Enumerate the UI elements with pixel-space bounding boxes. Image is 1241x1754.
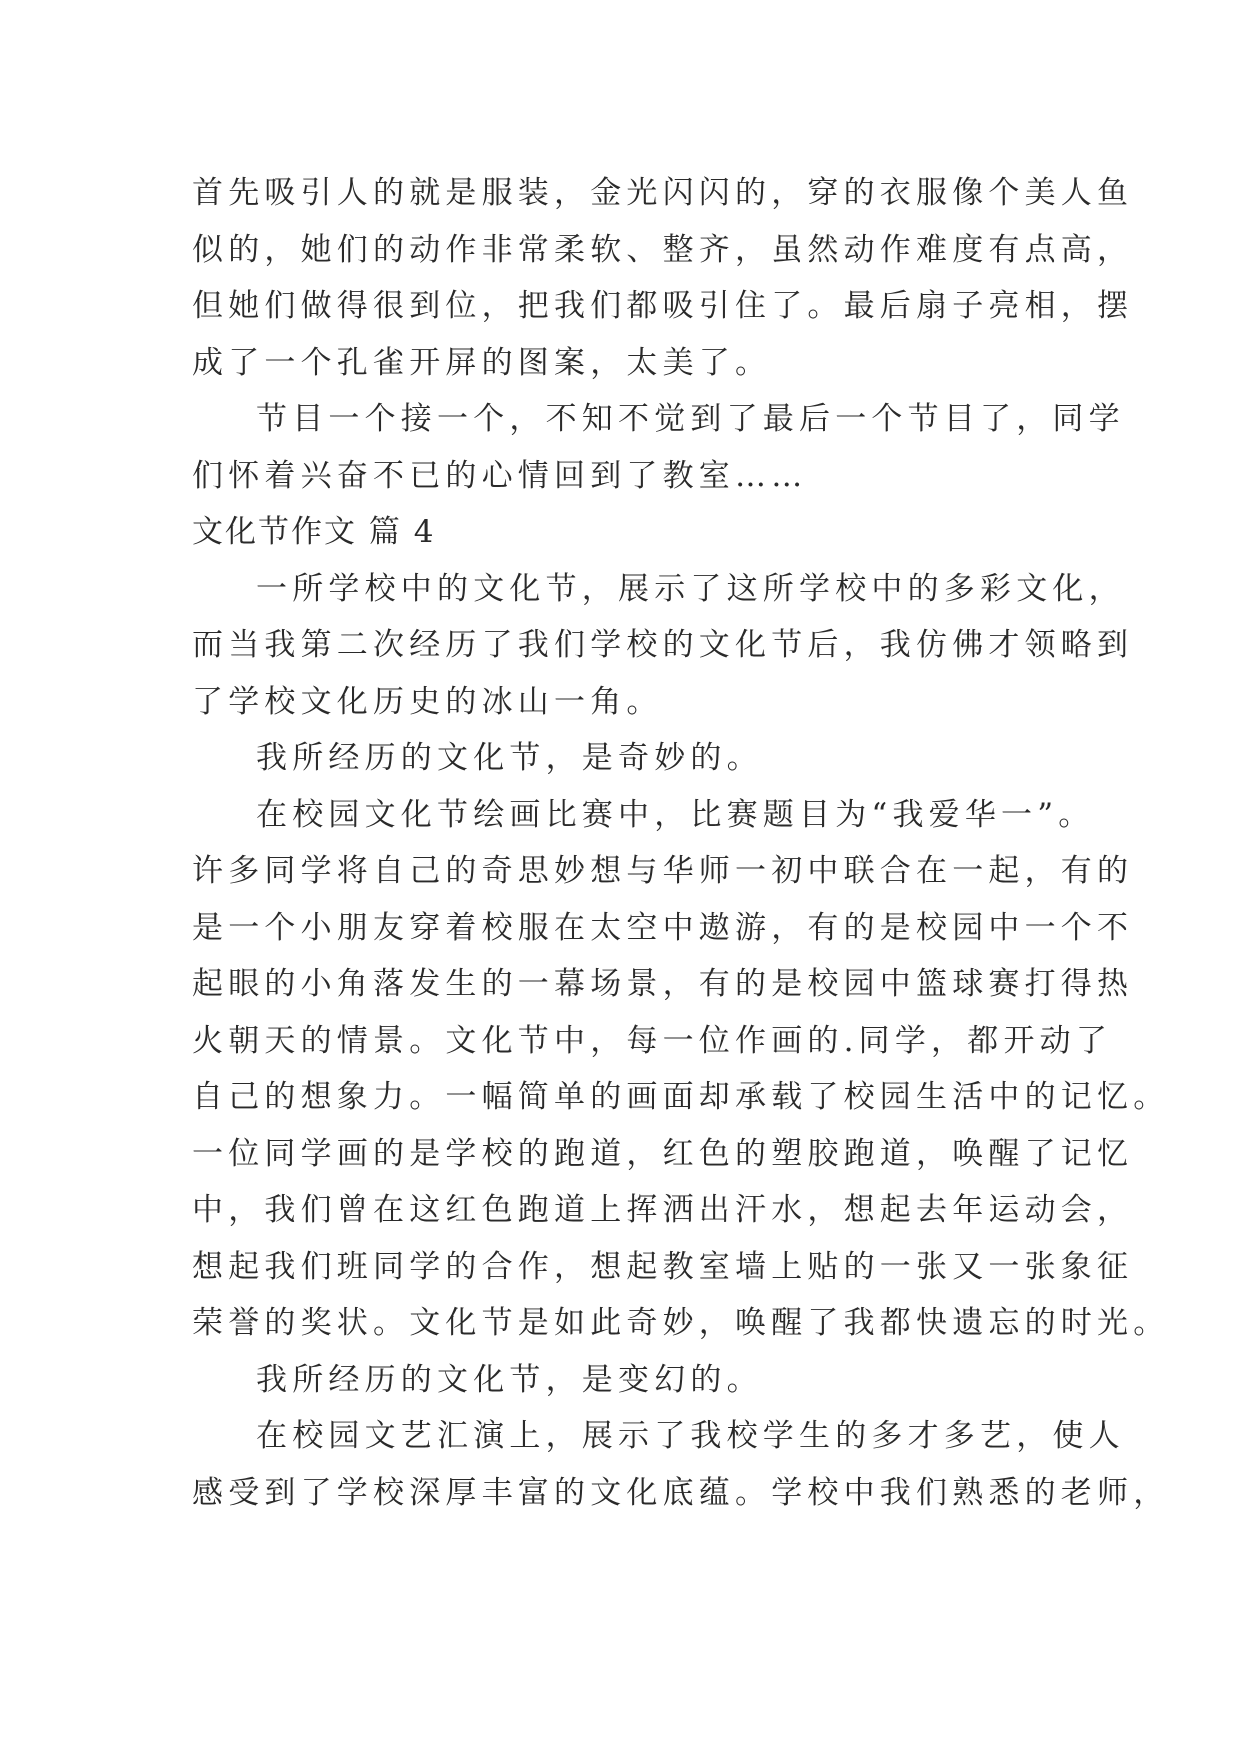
paragraph-start-line: 在校园文化节绘画比赛中，比赛题目为“我爱华一”。 xyxy=(256,796,1095,833)
text-line: 而当我第二次经历了我们学校的文化节后，我仿佛才领略到 xyxy=(192,627,1134,663)
paragraph-start-line: 我所经历的文化节，是变幻的。 xyxy=(256,1361,763,1398)
text-line: 许多同学将自己的奇思妙想与华师一初中联合在一起，有的 xyxy=(192,853,1134,889)
text-line: 一位同学画的是学校的跑道，红色的塑胶跑道，唤醒了记忆 xyxy=(192,1135,1134,1172)
section-heading: 文化节作文 篇 4 xyxy=(192,514,436,550)
text-line: 但她们做得很到位，把我们都吸引住了。最后扇子亮相，摆 xyxy=(192,288,1134,324)
text-line: 首先吸引人的就是服装，金光闪闪的，穿的衣服像个美人鱼 xyxy=(192,175,1134,211)
text-line: 感受到了学校深厚丰富的文化底蕴。学校中我们熟悉的老师， xyxy=(192,1474,1170,1511)
text-line: 自己的想象力。一幅简单的画面却承载了校园生活中的记忆。 xyxy=(192,1079,1170,1115)
text-line: 似的，她们的动作非常柔软、整齐，虽然动作难度有点高， xyxy=(192,231,1134,268)
text-line: 火朝天的情景。文化节中，每一位作画的.同学，都开动了 xyxy=(192,1022,1113,1059)
text-line: 成了一个孔雀开屏的图案，太美了。 xyxy=(192,344,772,381)
paragraph-start-line: 在校园文艺汇演上，展示了我校学生的多才多艺，使人 xyxy=(256,1418,1125,1454)
text-line: 荣誉的奖状。文化节是如此奇妙，唤醒了我都快遗忘的时光。 xyxy=(192,1305,1170,1341)
text-line: 中，我们曾在这红色跑道上挥洒出汗水，想起去年运动会， xyxy=(192,1192,1134,1228)
paragraph-start-line: 一所学校中的文化节，展示了这所学校中的多彩文化， xyxy=(256,570,1125,607)
text-line: 起眼的小角落发生的一幕场景，有的是校园中篮球赛打得热 xyxy=(192,966,1134,1002)
paragraph-start-line: 我所经历的文化节，是奇妙的。 xyxy=(256,740,763,776)
paragraph-start-line: 节目一个接一个，不知不觉到了最后一个节目了，同学 xyxy=(256,401,1125,437)
text-line: 想起我们班同学的合作，想起教室墙上贴的一张又一张象征 xyxy=(192,1248,1134,1285)
text-line: 们怀着兴奋不已的心情回到了教室…… xyxy=(192,457,808,494)
document-body xyxy=(192,165,1170,1521)
text-line: 是一个小朋友穿着校服在太空中遨游，有的是校园中一个不 xyxy=(192,909,1134,946)
text-line: 了学校文化历史的冰山一角。 xyxy=(192,683,663,720)
